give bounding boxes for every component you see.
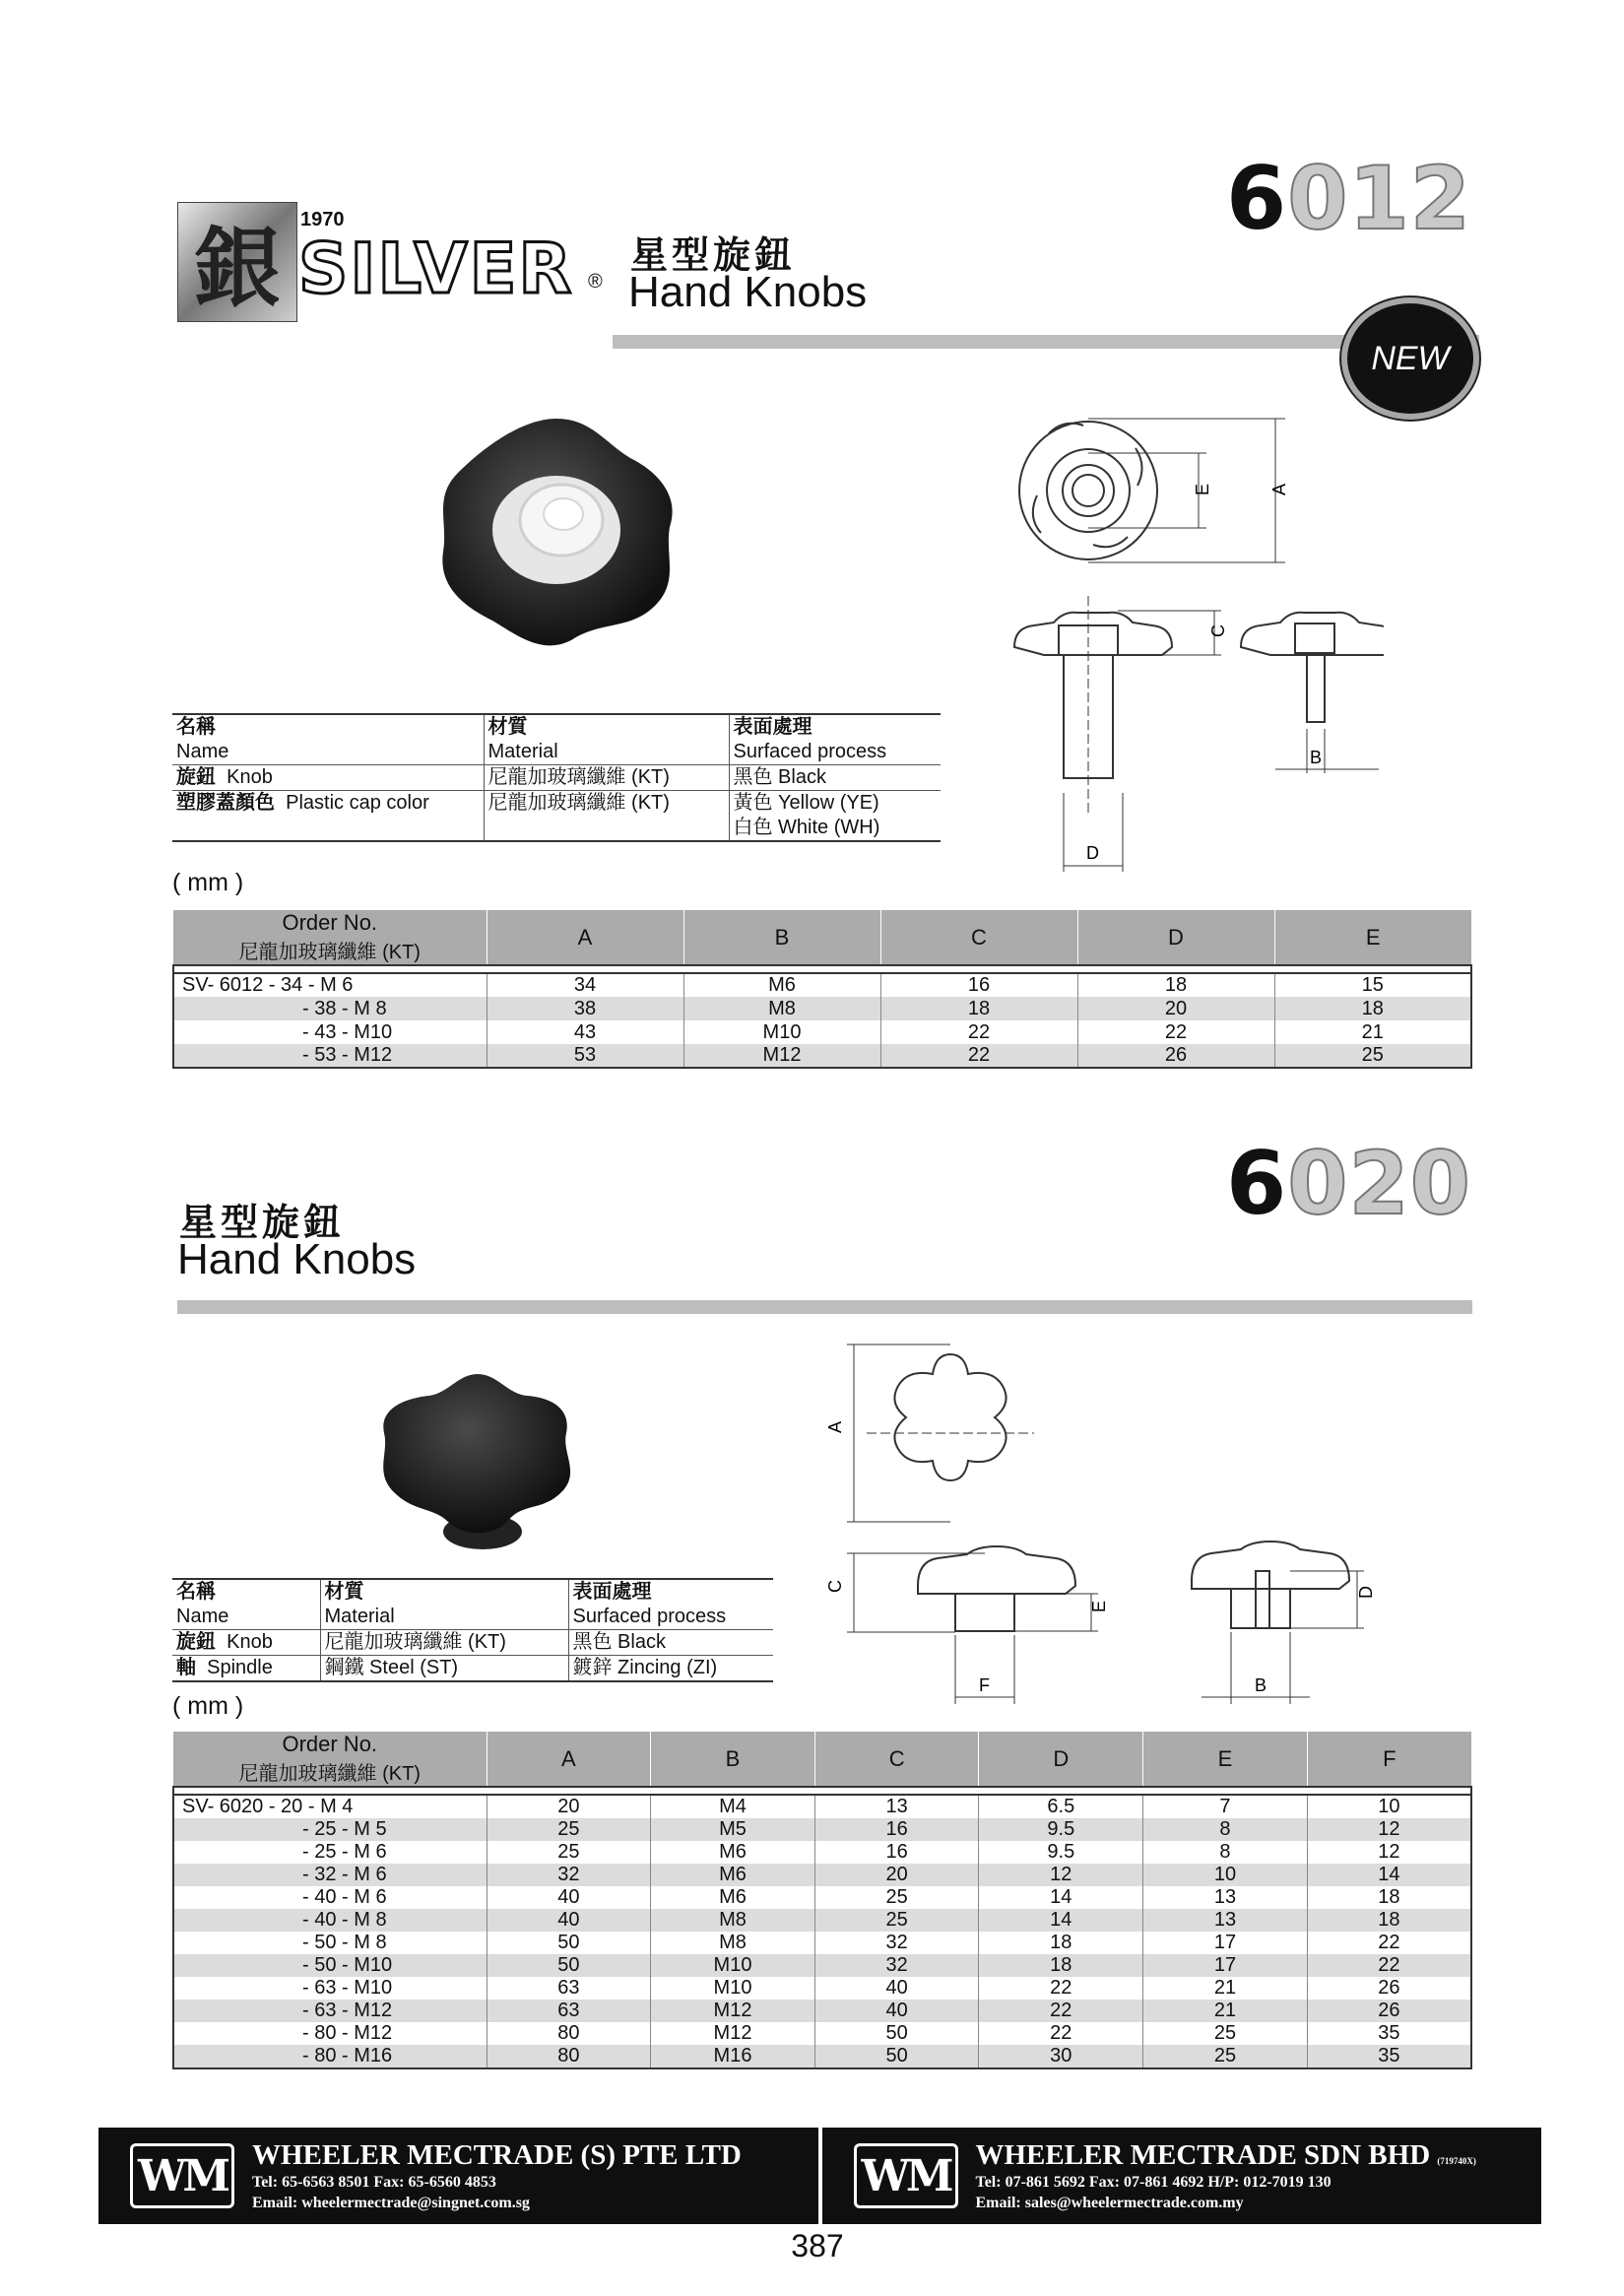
value-cell: 17 (1143, 1932, 1308, 1954)
value-cell: 22 (880, 1020, 1077, 1044)
section1-title-en: Hand Knobs (628, 268, 868, 316)
value-cell: 21 (1361, 1020, 1384, 1043)
mat-header-surface-en: Surfaced process (729, 740, 941, 765)
value-cell: 14 (979, 1886, 1143, 1909)
section2-spec-table (172, 1732, 1472, 2069)
value-cell: 80 (487, 2045, 651, 2068)
value-cell: 30 (979, 2045, 1143, 2068)
mat-header-material-en: Material (484, 740, 729, 765)
table-row (173, 1020, 1471, 1044)
value-cell: 32 (814, 1954, 979, 1977)
col-a: A (487, 1732, 651, 1787)
dim-label-c: C (1208, 624, 1228, 637)
section1-title-zh: 星型旋鈕 (630, 233, 797, 277)
section2-material-table (172, 1578, 773, 1682)
order-no-cell: - 25 - M 5 (173, 1818, 487, 1841)
value-cell: 25 (1274, 1044, 1471, 1068)
section1-unit: ( mm ) (172, 869, 244, 896)
value-cell: 22 (979, 2000, 1143, 2022)
section1-spec-table (172, 910, 1472, 1069)
mat-row-name: 軸 Spindle (172, 1656, 320, 1682)
value-cell: 63 (487, 2000, 651, 2022)
value-cell: M6 (651, 1886, 815, 1909)
mat-row-name: 塑膠蓋顏色 Plastic cap color (172, 791, 484, 817)
section2-unit: ( mm ) (172, 1692, 244, 1720)
value-cell: 13 (1143, 1886, 1308, 1909)
wheeler-logo-icon: WM (130, 2143, 234, 2208)
mat-header-material-en: Material (320, 1605, 568, 1630)
value-cell: M6 (651, 1864, 815, 1886)
order-no-cell: - 38 - M 8 (173, 997, 487, 1020)
table-row (173, 1954, 1471, 1977)
value-cell: 26 (1378, 1977, 1400, 1999)
order-no-cell: - 80 - M16 (173, 2045, 487, 2068)
table-row (173, 1909, 1471, 1932)
order-no-cell: - 32 - M 6 (173, 1864, 487, 1886)
dim-label-f: F (979, 1675, 990, 1695)
value-cell: M12 (651, 2022, 815, 2045)
dim-label-a: A (825, 1420, 845, 1433)
col-b: B (651, 1732, 815, 1787)
table-row (173, 1841, 1471, 1864)
brand-year: 1970 (300, 209, 345, 230)
section1-model-number: 6012 (1226, 148, 1471, 249)
value-cell: 18 (1274, 997, 1471, 1020)
dim-label-d: D (1356, 1586, 1376, 1599)
footer-email-line: Email: sales@wheelermectrade.com.my (975, 2194, 1244, 2211)
order-no-cell: - 63 - M10 (173, 1977, 487, 2000)
order-no-cell: SV- 6012 - 34 - M 6 (173, 973, 487, 997)
col-order-no: Order No. 尼龍加玻璃纖維 (KT) (173, 1732, 487, 1787)
footer-bar (98, 2128, 1541, 2224)
value-cell: 14 (979, 1909, 1143, 1932)
mat-header-surface-zh: 表面處理 (729, 714, 941, 740)
value-cell: 50 (814, 2045, 979, 2068)
table-row (173, 1818, 1471, 1841)
value-cell: 17 (1143, 1954, 1308, 1977)
footer-company-name: WHEELER MECTRADE (S) PTE LTD (252, 2138, 742, 2171)
page-number: 387 (791, 2228, 844, 2263)
dim-label-e: E (1193, 483, 1212, 495)
mat-header-surface-en: Surfaced process (568, 1605, 773, 1630)
value-cell: 50 (487, 1954, 651, 1977)
value-cell: 35 (1378, 2022, 1400, 2044)
value-cell: 43 (487, 1020, 683, 1044)
value-cell: 14 (1307, 1864, 1471, 1886)
value-cell: M12 (683, 1044, 880, 1068)
footer-company-my (818, 2128, 1542, 2224)
mat-header-name-en: Name (176, 1606, 229, 1627)
value-cell: 8 (1143, 1841, 1308, 1864)
value-cell: M16 (651, 2045, 815, 2068)
value-cell: M8 (651, 1932, 815, 1954)
order-no-cell: - 25 - M 6 (173, 1841, 487, 1864)
section2-title-rule (177, 1300, 1472, 1314)
mat-row-material: 尼龍加玻璃纖維 (KT) (484, 791, 729, 817)
value-cell: 16 (814, 1818, 979, 1841)
value-cell: 80 (487, 2022, 651, 2045)
value-cell: 10 (1378, 1796, 1400, 1817)
value-cell: 25 (1143, 2045, 1308, 2068)
col-b: B (683, 910, 880, 965)
mat-row-surface: 黑色 Black (729, 765, 941, 791)
order-no-cell: SV- 6020 - 20 - M 4 (173, 1795, 487, 1818)
col-order-no: Order No. 尼龍加玻璃纖維 (KT) (173, 910, 487, 965)
value-cell: 25 (814, 1909, 979, 1932)
order-no-cell: - 80 - M12 (173, 2022, 487, 2045)
mat-header-material-zh: 材質 (320, 1579, 568, 1605)
value-cell: 21 (1143, 2000, 1308, 2022)
knob-6020-drawing (808, 1335, 1398, 1719)
brand-registered-mark: ® (588, 271, 603, 293)
value-cell: M10 (651, 1954, 815, 1977)
value-cell: 12 (979, 1864, 1143, 1886)
table-row (173, 2000, 1471, 2022)
col-f: F (1307, 1732, 1471, 1787)
brand-logo-glyph: 銀 (177, 202, 297, 322)
footer-contact-line: Tel: 07-861 5692 Fax: 07-861 4692 H/P: 012-7019 130 (975, 2173, 1332, 2191)
mat-header-name-zh: 名稱 (172, 1579, 320, 1605)
value-cell: 26 (1077, 1044, 1274, 1068)
order-no-cell: - 50 - M10 (173, 1954, 487, 1977)
table-row (173, 2022, 1471, 2045)
value-cell: 22 (1307, 1954, 1471, 1977)
value-cell: 9.5 (979, 1841, 1143, 1864)
value-cell: 21 (1143, 1977, 1308, 2000)
table-row (173, 1932, 1471, 1954)
value-cell: M5 (651, 1818, 815, 1841)
value-cell: 18 (1077, 973, 1274, 997)
mat-row-material: 鋼鐵 Steel (ST) (320, 1656, 568, 1682)
table-row (173, 1864, 1471, 1886)
mat-header-material-zh: 材質 (484, 714, 729, 740)
table-row (173, 1795, 1471, 1818)
value-cell: M10 (683, 1020, 880, 1044)
value-cell: M12 (651, 2000, 815, 2022)
col-a: A (487, 910, 683, 965)
table-row (173, 1977, 1471, 2000)
value-cell: 53 (487, 1044, 683, 1068)
mat-row-surface: 黑色 Black (568, 1630, 773, 1656)
mat-header-name-en: Name (176, 741, 229, 762)
dim-label-e: E (1089, 1600, 1109, 1612)
value-cell: 18 (1307, 1909, 1471, 1932)
footer-contact-line: Tel: 65-6563 8501 Fax: 65-6560 4853 (252, 2173, 496, 2191)
value-cell: 15 (1361, 974, 1384, 996)
value-cell: 20 (814, 1864, 979, 1886)
order-no-cell: - 43 - M10 (173, 1020, 487, 1044)
dim-label-a: A (1269, 483, 1289, 495)
brand-wordmark: SILVER (298, 229, 574, 309)
order-no-cell: - 50 - M 8 (173, 1932, 487, 1954)
value-cell: 18 (1378, 1886, 1400, 1908)
value-cell: 22 (979, 2022, 1143, 2045)
value-cell: 6.5 (979, 1795, 1143, 1818)
value-cell: 22 (1378, 1932, 1400, 1953)
section2-model-number: 6020 (1226, 1133, 1471, 1234)
knob-6012-drawing (990, 389, 1384, 882)
value-cell: 18 (880, 997, 1077, 1020)
value-cell: 50 (487, 1932, 651, 1954)
mat-row-name: 旋鈕 Knob (172, 1630, 320, 1656)
value-cell: M6 (651, 1841, 815, 1864)
col-e: E (1274, 910, 1471, 965)
value-cell: 13 (1143, 1909, 1308, 1932)
col-c: C (880, 910, 1077, 965)
col-e: E (1143, 1732, 1308, 1787)
value-cell: 25 (487, 1818, 651, 1841)
order-no-cell: - 40 - M 8 (173, 1909, 487, 1932)
table-row (173, 2045, 1471, 2068)
value-cell: 9.5 (979, 1818, 1143, 1841)
wheeler-logo-icon: WM (854, 2143, 958, 2208)
value-cell: 10 (1143, 1864, 1308, 1886)
table-row (173, 997, 1471, 1020)
dim-label-d: D (1086, 843, 1099, 863)
order-no-cell: - 53 - M12 (173, 1044, 487, 1068)
order-no-cell: - 63 - M12 (173, 2000, 487, 2022)
mat-header-name-zh: 名稱 (172, 714, 484, 740)
value-cell: 22 (979, 1977, 1143, 2000)
value-cell: 25 (1143, 2022, 1308, 2045)
footer-company-reg: (719740X) (1437, 2155, 1476, 2166)
value-cell: 20 (1077, 997, 1274, 1020)
value-cell: M8 (651, 1909, 815, 1932)
value-cell: 16 (880, 973, 1077, 997)
section2-title-en: Hand Knobs (177, 1235, 417, 1283)
footer-company-name: WHEELER MECTRADE SDN BHD (719740X) (975, 2138, 1476, 2171)
value-cell: 8 (1143, 1818, 1308, 1841)
col-d: D (979, 1732, 1143, 1787)
value-cell: 22 (880, 1044, 1077, 1068)
value-cell: 25 (814, 1886, 979, 1909)
value-cell: 34 (487, 973, 683, 997)
mat-row-name: 旋鈕 Knob (172, 765, 484, 791)
order-no-cell: - 40 - M 6 (173, 1886, 487, 1909)
footer-email-line: Email: wheelermectrade@singnet.com.sg (252, 2194, 530, 2211)
new-badge: NEW (1341, 297, 1479, 420)
table-row (173, 1886, 1471, 1909)
value-cell: 12 (1307, 1818, 1471, 1841)
value-cell: 12 (1378, 1841, 1400, 1863)
value-cell: 38 (487, 997, 683, 1020)
value-cell: M8 (683, 997, 880, 1020)
value-cell: 20 (487, 1795, 651, 1818)
value-cell: 40 (487, 1886, 651, 1909)
footer-company-sg (98, 2128, 818, 2224)
value-cell: 25 (487, 1841, 651, 1864)
mat-row-surface: 鍍鋅 Zincing (ZI) (568, 1656, 773, 1682)
value-cell: 16 (814, 1841, 979, 1864)
value-cell: 18 (979, 1954, 1143, 1977)
dim-label-c: C (825, 1580, 845, 1593)
knob-6012-photo (423, 404, 689, 660)
dim-label-b: B (1310, 748, 1323, 767)
value-cell: 18 (979, 1932, 1143, 1954)
value-cell: 50 (814, 2022, 979, 2045)
mat-row-material: 尼龍加玻璃纖維 (KT) (484, 765, 729, 791)
value-cell: 40 (814, 1977, 979, 2000)
value-cell: 40 (487, 1909, 651, 1932)
mat-row-surface: 白色 White (WH) (729, 816, 941, 841)
value-cell: 40 (814, 2000, 979, 2022)
col-c: C (814, 1732, 979, 1787)
mat-row-surface: 黃色 Yellow (YE) (729, 791, 941, 817)
mat-row-material: 尼龍加玻璃纖維 (KT) (320, 1630, 568, 1656)
col-d: D (1077, 910, 1274, 965)
value-cell: M6 (683, 973, 880, 997)
dim-label-b: B (1255, 1675, 1267, 1695)
value-cell: 26 (1307, 2000, 1471, 2022)
value-cell: M4 (651, 1795, 815, 1818)
value-cell: M10 (651, 1977, 815, 2000)
value-cell: 35 (1307, 2045, 1471, 2068)
table-row (173, 1044, 1471, 1068)
table-row (173, 973, 1471, 997)
mat-header-surface-zh: 表面處理 (568, 1579, 773, 1605)
value-cell: 13 (814, 1795, 979, 1818)
value-cell: 63 (487, 1977, 651, 2000)
section2-title-zh: 星型旋鈕 (179, 1201, 346, 1244)
value-cell: 7 (1143, 1795, 1308, 1818)
section1-material-table (172, 713, 941, 842)
value-cell: 22 (1077, 1020, 1274, 1044)
value-cell: 32 (814, 1932, 979, 1954)
value-cell: 32 (487, 1864, 651, 1886)
knob-6020-photo (359, 1364, 596, 1561)
